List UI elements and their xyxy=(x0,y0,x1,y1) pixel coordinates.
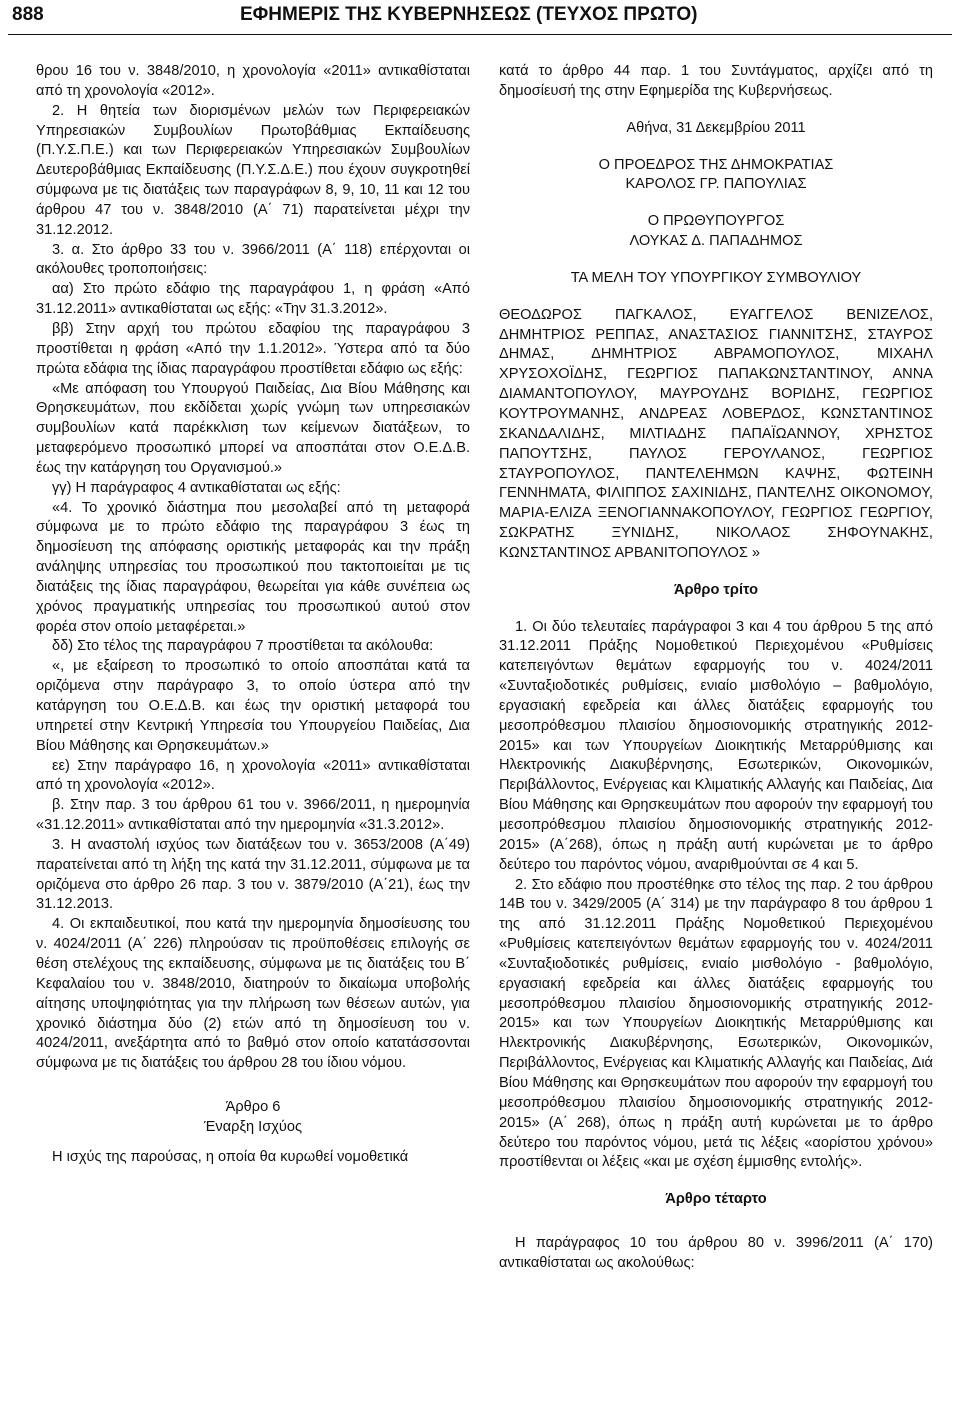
paragraph: γγ) Η παράγραφος 4 αντικαθίσταται ως εξής: xyxy=(52,479,341,496)
article-6-heading: Άρθρο 6 xyxy=(225,1099,281,1116)
quoted-paragraph: «, με εξαίρεση το προσωπικό το οποίο αποσπάται κατά τα οριζόμενα στην παράγραφο 3, το οποίο ύστερα από την κατάργηση του Ο.Ε.Δ.Β. και έως την οριστική μεταφορά του υπηρετεί στην Κεντρική Υπηρεσία του Υπουργείου Παιδείας, Δια Βίου Μάθησης και Θρησκευμάτων.» xyxy=(36,658,470,754)
cabinet-members: ΘΕΟΔΩΡΟΣ ΠΑΓΚΑΛΟΣ, ΕΥΑΓΓΕΛΟΣ ΒΕΝΙΖΕΛΟΣ, ΔΗΜΗΤΡΙΟΣ ΡΕΠΠΑΣ, ΑΝΑΣΤΑΣΙΟΣ ΓΙΑΝΝΙΤΣΗΣ, ΣΤΑΥΡΟΣ ΔΗΜΑΣ, ΔΗΜΗΤΡΙΟΣ ΑΒΡΑΜΟΠΟΥΛΟΣ, ΜΙΧΑΗΛ ΧΡΥΣΟΧΟΪΔΗΣ, ΓΕΩΡΓΙΟΣ ΠΑΠΑΚΩΝΣΤΑΝΤΙΝΟΥ, ΑΝΝΑ ΔΙΑΜΑΝΤΟΠΟΥΛΟΥ, ΜΑΥΡΟΥΔΗΣ ΒΟΡΙΔΗΣ, ΓΕΩΡΓΙΟΣ ΚΟΥΤΡΟΥΜΑΝΗΣ, ΑΝΔΡΕΑΣ ΛΟΒΕΡΔΟΣ, ΚΩΝΣΤΑΝΤΙΝΟΣ ΣΚΑΝΔΑΛΙΔΗΣ, ΜΙΛΤΙΑΔΗΣ ΠΑΠΑΪΩΑΝΝΟΥ, ΧΡΗΣΤΟΣ ΠΑΠΟΥΤΣΗΣ, ΠΑΥΛΟΣ ΓΕΡΟΥΛΑΝΟΣ, ΓΕΩΡΓΙΟΣ ΣΤΑΥΡΟΠΟΥΛΟΣ, ΠΑΝΤΕΛΕΗΜΩΝ ΚΑΨΗΣ, ΦΩΤΕΙΝΗ ΓΕΝΝΗΜΑΤΑ, ΦΙΛΙΠΠΟΣ ΣΑΧΙΝΙΔΗΣ, ΠΑΝΤΕΛΗΣ ΟΙΚΟΝΟΜΟΥ, ΜΑΡΙΑ-ΕΛΙΖΑ ΞΕΝΟΓΙΑΝΝΑΚΟΠΟΥΛΟΥ, ΓΕΩΡΓΙΟΣ ΓΕΩΡΓΙΟΥ, ΣΩΚΡΑΤΗΣ ΞΥΝΙΔΗΣ, ΝΙΚΟΛΑΟΣ ΣΗΦΟΥΝΑΚΗΣ, ΚΩΝΣΤΑΝΤΙΝΟΣ ΑΡΒΑΝΙΤΟΠΟΥΛΟΣ » xyxy=(499,306,933,561)
paragraph: 4. Οι εκπαιδευτικοί, που κατά την ημερομηνία δημοσίευσης του ν. 4024/2011 (Α΄ 226) πληρούσαν τις προϋποθέσεις επιλογής σε θέση στελέχους της εκπαίδευσης, σύμφωνα με τις διατάξεις του Β΄ Κεφαλαίου του ν. 3848/2010, διατηρούν το δικαίωμα υποβολής αίτησης υποψηφιότητας για την πλήρωση των θέσεων αυτών, για χρονικό διάστημα δύο (2) ετών από τη δημοσίευση του ν. 4024/2011, ανεξάρτητα από το βαθμό στον οποίο κατατάσσονται σύμφωνα με τις διατάξεις του άρθρου 28 του ίδιου νόμου. xyxy=(36,916,470,1072)
gazette-title: ΕΦΗΜΕΡΙΣ ΤΗΣ ΚΥΒΕΡΝΗΣΕΩΣ (ΤΕΥΧΟΣ ΠΡΩΤΟ) xyxy=(240,4,698,25)
paragraph: ββ) Στην αρχή του πρώτου εδαφίου της παραγράφου 3 προστίθεται η φράση «Από την 1.1.2012». Ύστερα από τα δύο πρώτα εδάφια της ίδιας παραγράφου προστίθεται εδάφιο ως εξής: xyxy=(36,320,470,377)
left-column xyxy=(36,62,470,1415)
paragraph: δδ) Στο τέλος της παραγράφου 7 προστίθεται τα ακόλουθα: xyxy=(52,638,434,655)
paragraph: 1. Οι δύο τελευταίες παράγραφοι 3 και 4 του άρθρου 5 της από 31.12.2011 Πράξης Νομοθετικού Περιεχομένου «Ρυθμίσεις κατεπειγόντων θεμάτων εφαρμογής του ν. 4024/2011 «Συνταξιοδοτικές ρυθμίσεις, ενιαίο μισθολόγιο – βαθμολόγιο, εργασιακή εφεδρεία και άλλες διατάξεις εφαρμογής του μεσοπρόθεσμου πλαισίου δημοσιονομικής στρατηγικής 2012-2015» και των Υπουργείων Διοικητικής Μεταρρύθμισης και Ηλεκτρονικής Διακυβέρνησης, Εσωτερικών, Οικονομικών, Περιβάλλοντος, Ενέργειας και Κλιματικής Αλλαγής και Παιδείας, Δια Βίου Μάθησης και Θρησκευμάτων που αφορούν την εφαρμογή του μεσοπρόθεσμου πλαισίου δημοσιονομικής στρατηγικής 2012-2015» (Α΄268), όπως η πράξη αυτή κυρώνεται με το άρθρο δεύτερο του παρόντος νόμου, αναριθμούνται σε 4 και 5. xyxy=(499,618,933,873)
president-title: Ο ΠΡΟΕΔΡΟΣ ΤΗΣ ΔΗΜΟΚΡΑΤΙΑΣ xyxy=(598,156,834,173)
paragraph: β. Στην παρ. 3 του άρθρου 61 του ν. 3966/2011, η ημερομηνία «31.12.2011» αντικαθίσταται από την ημερομηνία «31.3.2012». xyxy=(36,797,470,834)
president-name: ΚΑΡΟΛΟΣ ΓΡ. ΠΑΠΟΥΛΙΑΣ xyxy=(625,176,807,193)
cabinet-title: ΤΑ ΜΕΛΗ ΤΟΥ ΥΠΟΥΡΓΙΚΟΥ ΣΥΜΒΟΥΛΙΟΥ xyxy=(570,269,862,286)
paragraph: Η ισχύς της παρούσας, η οποία θα κυρωθεί νομοθετικά xyxy=(52,1148,409,1165)
prime-minister-name: ΛΟΥΚΑΣ Δ. ΠΑΠΑΔΗΜΟΣ xyxy=(629,233,803,250)
paragraph: 2. Στο εδάφιο που προστέθηκε στο τέλος της παρ. 2 του άρθρου 14Β του ν. 3429/2005 (Α΄ 314) με την παράγραφο 8 του άρθρου 1 της από 31.12.2011 Πράξης Νομοθετικού Περιεχομένου «Ρυθμίσεις κατεπειγόντων θεμάτων εφαρμογής του ν. 4024/2011 «Συνταξιοδοτικές ρυθμίσεις, ενιαίο μισθολόγιο - βαθμολόγιο, εργασιακή εφεδρεία και άλλες διατάξεις εφαρμογής του μεσοπρόθεσμου πλαισίου δημοσιονομικής στρατηγικής 2012-2015» και των Υπουργείων Διοικητικής Μεταρρύθμισης και Ηλεκτρονικής Διακυβέρνησης, Εσωτερικών, Οικονομικών, Περιβάλλοντος, Ενέργειας και Κλιματικής Αλλαγής και Παιδείας, Διά Βίου Μάθησης και Θρησκευμάτων που αφορούν την εφαρμογή του μεσοπρόθεσμου πλαισίου δημοσιονομικής στρατηγικής 2012-2015» (Α΄ 268), όπως η πράξη αυτή κυρώνεται με το άρθρο δεύτερο του παρόντος νόμου, μετά τις λέξεις «αορίστου χρόνου» προστίθενται οι λέξεις «και με σχέση έμμισθης εντολής». xyxy=(499,876,933,1171)
paragraph: κατά το άρθρο 44 παρ. 1 του Συντάγματος, αρχίζει από τη δημοσίευσή της στην Εφημερίδα της Κυβερνήσεως. xyxy=(499,63,933,99)
paragraph: Η παράγραφος 10 του άρθρου 80 ν. 3996/2011 (Α΄ 170) αντικαθίσταται ως ακολούθως: xyxy=(499,1235,933,1271)
paragraph: 3. α. Στο άρθρο 33 του ν. 3966/2011 (Α΄ 118) επέρχονται οι ακόλουθες τροποποιήσεις: xyxy=(36,241,470,278)
paragraph: εε) Στην παράγραφο 16, η χρονολογία «2011» αντικαθίσταται από τη χρονολογία «2012». xyxy=(36,757,470,794)
quoted-paragraph: «Με απόφαση του Υπουργού Παιδείας, Δια Βίου Μάθησης και Θρησκευμάτων, που εκδίδεται χωρίς γνώμη των υπηρεσιακών συμβουλίων κατά παρέκκλιση των κείμενων διατάξεων, το μεταφερόμενο προσωπικό μπορεί να αποσπάται στον Ο.Ε.Δ.Β. έως την κατάργηση του Οργανισμού.» xyxy=(36,380,470,476)
prime-minister-title: Ο ΠΡΩΘΥΠΟΥΡΓΟΣ xyxy=(647,213,785,230)
paragraph: θρου 16 του ν. 3848/2010, η χρονολογία «2011» αντικαθίσταται από τη χρονολογία «2012». xyxy=(36,63,470,99)
page-header xyxy=(0,0,960,40)
article-6-title: Έναρξη Ισχύος xyxy=(203,1118,303,1135)
paragraph: 2. Η θητεία των διορισμένων μελών των Περιφερειακών Υπηρεσιακών Συμβουλίων Πρωτοβάθμιας Εκπαίδευσης (Π.Υ.Σ.Π.Ε.) και των Περιφερειακών Υπηρεσιακών Συμβουλίων Δευτεροβάθμιας Εκπαίδευσης (Π.Υ.Σ.Δ.Ε.) που έχουν συγκροτηθεί σύμφωνα με τις διατάξεις των παραγράφων 8, 9, 10, 11 και 12 του άρθρου 47 του ν. 3848/2010 (Α΄ 71) παρατείνεται μέχρι την 31.12.2012. xyxy=(36,102,470,238)
article-4-heading: Άρθρο τέταρτο xyxy=(665,1191,767,1208)
quoted-paragraph: «4. Το χρονικό διάστημα που μεσολαβεί από τη μεταφορά σύμφωνα με το πρώτο εδάφιο της παραγράφου 3 έως τη δημοσίευση της απόφασης οριστικής μεταφοράς και την πράξη ανάληψης υπηρεσίας του προσωπικού που τακτοποιείται με τις διατάξεις της ίδιας παραγράφου, θεωρείται για κάθε συνέπεια ως χρόνος πραγματικής υπηρεσίας του προσωπικού αυτού στον φορέα στον οποίο μεταφέρεται.» xyxy=(36,499,470,635)
right-column xyxy=(499,62,933,1415)
page-number: 888 xyxy=(12,4,44,25)
place-date: Αθήνα, 31 Δεκεμβρίου 2011 xyxy=(626,119,806,136)
paragraph: αα) Στο πρώτο εδάφιο της παραγράφου 1, η φράση «Από 31.12.2011» αντικαθίσταται ως εξής: «Την 31.3.2012». xyxy=(36,281,470,318)
paragraph: 3. Η αναστολή ισχύος των διατάξεων του ν. 3653/2008 (Α΄49) παρατείνεται από τη λήξη της κατά την 31.12.2011, σύμφωνα με τα οριζόμενα στο άρθρο 26 παρ. 3 του ν. 3879/2010 (Α΄21), έως την 31.12.2013. xyxy=(36,836,470,913)
article-3-heading: Άρθρο τρίτο xyxy=(673,581,759,598)
header-divider xyxy=(8,34,952,35)
